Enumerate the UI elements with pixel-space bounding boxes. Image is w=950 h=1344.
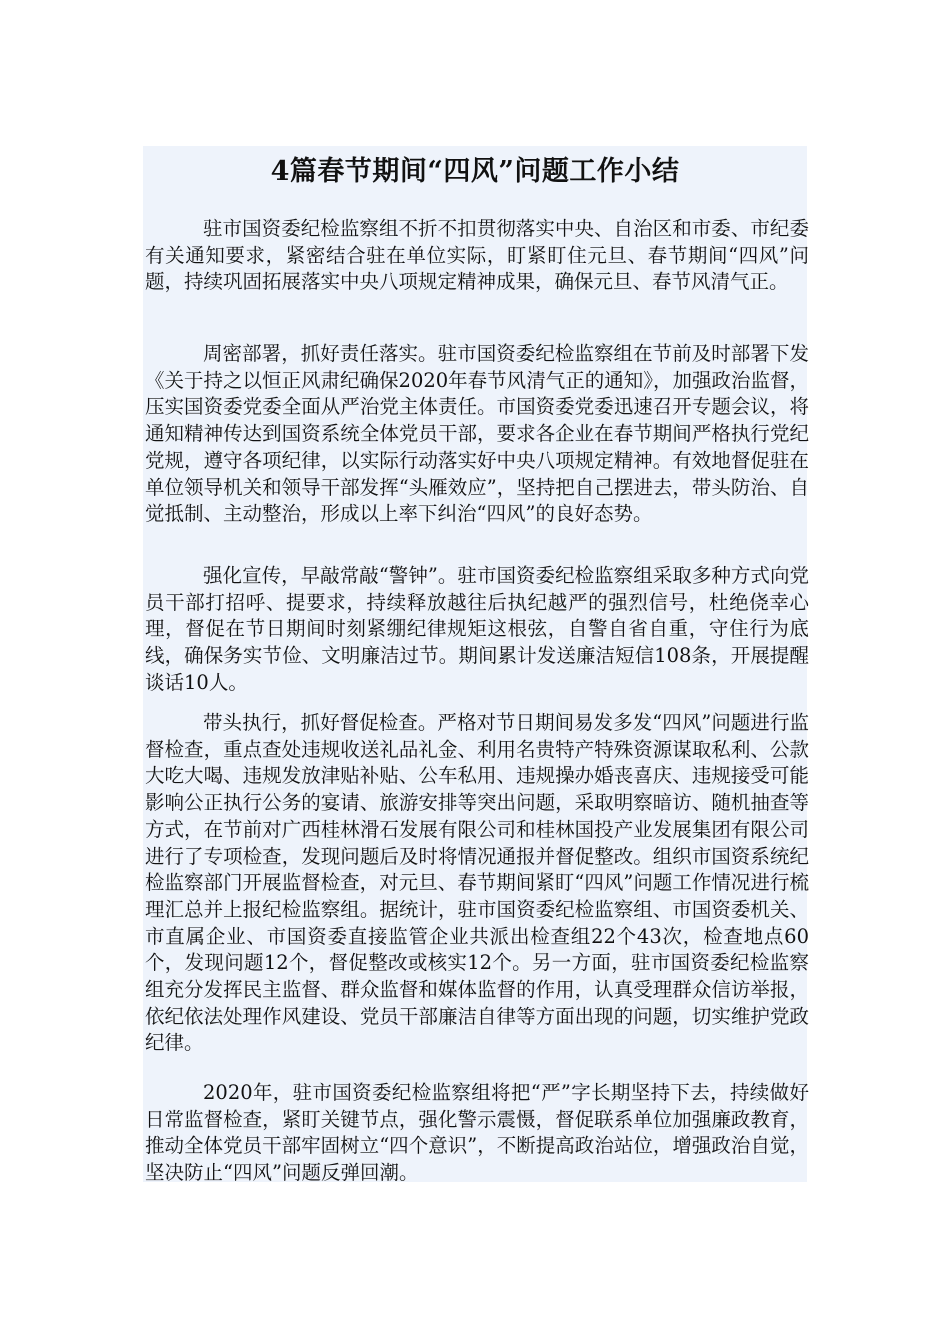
paragraph-intro: 驻市国资委纪检监察组不折不扣贯彻落实中央、自治区和市委、市纪委有关通知要求，紧密结合驻在单位实际，盯紧盯住元旦、春节期间“四风”问题，持续巩固拓展落实中央八项规定精神成果，确保元旦、春节风清气正。 xyxy=(145,217,809,294)
paragraph-outlook: 2020年，驻市国资委纪检监察组将把“严”字长期坚持下去，持续做好日常监督检查，紧盯关键节点，强化警示震慑，督促联系单位加强廉政教育，推动全体党员干部牢固树立“四个意识”，不断提高政治站位，增强政治自觉，坚决防止“四风”问题反弹回潮。 xyxy=(145,1081,809,1185)
paragraph-publicity: 强化宣传，早敲常敲“警钟”。驻市国资委纪检监察组采取多种方式向党员干部打招呼、提要求，持续释放越往后执纪越严的强烈信号，杜绝侥幸心理，督促在节日期间时刻紧绷纪律规矩这根弦，自警自省自重，守住行为底线，确保务实节俭、文明廉洁过节。期间累计发送廉洁短信108条，开展提醒谈话10人。 xyxy=(145,564,809,694)
paragraph-inspection: 带头执行，抓好督促检查。严格对节日期间易发多发“四风”问题进行监督检查，重点查处违规收送礼品礼金、利用名贵特产特殊资源谋取私利、公款大吃大喝、违规发放津贴补贴、公车私用、违规操办婚丧喜庆、违规接受可能影响公正执行公务的宴请、旅游安排等突出问题，采取明察暗访、随机抽查等方式，在节前对广西桂林滑石发展有限公司和桂林国投产业发展集团有限公司进行了专项检查，发现问题后及时将情况通报并督促整改。组织市国资系统纪检监察部门开展监督检查，对元旦、春节期间紧盯“四风”问题工作情况进行梳理汇总并上报纪检监察组。据统计，驻市国资委纪检监察组、市国资委机关、市直属企业、市国资委直接监管企业共派出检查组22个43次，检查地点60个，发现问题12个，督促整改或核实12个。另一方面，驻市国资委纪检监察组充分发挥民主监督、群众监督和媒体监督的作用，认真受理群众信访举报，依纪依法处理作风建设、党员干部廉洁自律等方面出现的问题，切实维护党政纪律。 xyxy=(145,711,809,1055)
paragraph-deployment: 周密部署，抓好责任落实。驻市国资委纪检监察组在节前及时部署下发《关于持之以恒正风肃纪确保2020年春节风清气正的通知》，加强政治监督，压实国资委党委全面从严治党主体责任。市国资委党委迅速召开专题会议，将通知精神传达到国资系统全体党员干部，要求各企业在春节期间严格执行党纪党规，遵守各项纪律，以实际行动落实好中央八项规定精神。有效地督促驻在单位领导机关和领导干部发挥“头雁效应”，坚持把自己摆进去，带头防治、自觉抵制、主动整治，形成以上率下纠治“四风”的良好态势。 xyxy=(145,342,809,526)
document-title: 4篇春节期间“四风”问题工作小结 xyxy=(270,156,680,187)
